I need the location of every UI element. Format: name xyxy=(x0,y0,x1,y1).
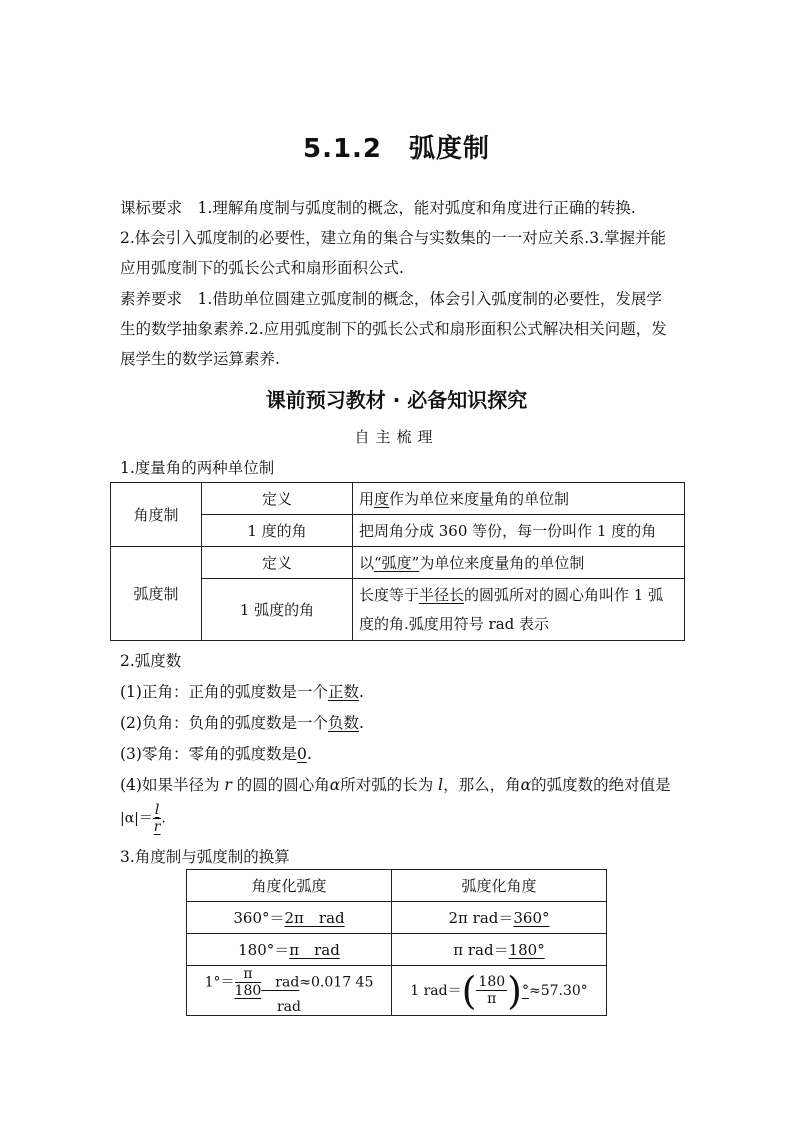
one-degree-value: 把周角分成 360 等份，每一份叫作 1 度的角 xyxy=(353,515,685,547)
pi-over-180-fraction: $\frac{\pi}{180}$ xyxy=(234,966,262,999)
conv-r2c1: 180°＝π rad xyxy=(187,934,392,966)
suyang-line-2: 生的数学抽象素养.2.应用弧度制下的弧长公式和扇形面积公式解决相关问题，发 xyxy=(120,320,667,338)
one-radian-value: 长度等于半径长的圆弧所对的圆心角叫作 1 弧 度的角.弧度用符号 rad 表示 xyxy=(353,579,685,641)
radian-formula-text: (4)如果半径为 r 的圆的圆心角α所对弧的长为 l，那么，角α的弧度数的绝对值是 xyxy=(120,776,671,794)
radian-positive: (1)正角：正角的弧度数是一个正数. xyxy=(120,683,364,701)
kebiao-line-1: 1.理解角度制与弧度制的概念，能对弧度和角度进行正确的转换. xyxy=(197,199,636,217)
part1-heading: 1.度量角的两种单位制 xyxy=(120,459,275,477)
conv-r3c1: 1°＝ $\frac{\pi}{180}$ rad≈0.017 45 rad xyxy=(187,966,392,1016)
conv-r1c2: 2π rad＝360° xyxy=(392,902,607,934)
kebiao-line-3: 应用弧度制下的弧长公式和扇形面积公式. xyxy=(120,259,404,277)
degree-def-value: 用度作为单位来度量角的单位制 xyxy=(353,483,685,515)
radian-def-value: 以“弧度”为单位来度量角的单位制 xyxy=(353,547,685,579)
kebiao-label: 课标要求 xyxy=(120,199,183,217)
kebiao-line-2: 2.体会引入弧度制的必要性，建立角的集合与实数集的一一对应关系.3.掌握并能 xyxy=(120,229,667,247)
degree-system-cell: 角度制 xyxy=(111,483,202,547)
radian-negative: (2)负角：负角的弧度数是一个负数. xyxy=(120,714,364,732)
radian-abs-formula: |α|＝ $\frac{l}{r}$ . xyxy=(120,802,166,835)
suyang-label: 素养要求 xyxy=(120,290,183,308)
unit-systems-table xyxy=(110,482,685,641)
conv-r1c1: 360°＝2π rad xyxy=(187,902,392,934)
radian-def-key: 定义 xyxy=(202,547,353,579)
left-paren-icon: ( xyxy=(461,968,477,1013)
suyang-line-1: 1.借助单位圆建立弧度制的概念，体会引入弧度制的必要性，发展学 xyxy=(197,290,662,308)
right-paren-icon: ) xyxy=(507,968,522,1013)
180-over-pi-fraction: $\frac{180}{\pi}$ xyxy=(478,974,506,1007)
degree-def-key: 定义 xyxy=(202,483,353,515)
l-over-r-fraction: $\frac{l}{r}$ xyxy=(153,802,161,835)
curriculum-requirements xyxy=(120,193,680,283)
page-title: 5.1.2 弧度制 xyxy=(302,134,491,164)
conv-col2-header: 弧度化角度 xyxy=(392,870,607,902)
one-radian-key: 1 弧度的角 xyxy=(202,579,353,641)
part3-heading: 3.角度制与弧度制的换算 xyxy=(120,848,290,866)
part2-heading: 2.弧度数 xyxy=(120,652,182,670)
sub-title: 自主梳理 xyxy=(354,428,439,446)
section-title: 课前预习教材 · 必备知识探究 xyxy=(265,388,528,412)
conv-r3c2: 1 rad＝( $\frac{180}{\pi}$ )°≈57.30° xyxy=(392,966,607,1016)
conv-col1-header: 角度化弧度 xyxy=(187,870,392,902)
conversion-table xyxy=(186,869,607,1016)
radian-system-cell: 弧度制 xyxy=(111,547,202,641)
radian-zero: (3)零角：零角的弧度数是0. xyxy=(120,745,312,763)
conv-r2c2: π rad＝180° xyxy=(392,934,607,966)
suyang-line-3: 展学生的数学运算素养. xyxy=(120,350,280,368)
literacy-requirements xyxy=(120,284,680,374)
one-degree-key: 1 度的角 xyxy=(202,515,353,547)
